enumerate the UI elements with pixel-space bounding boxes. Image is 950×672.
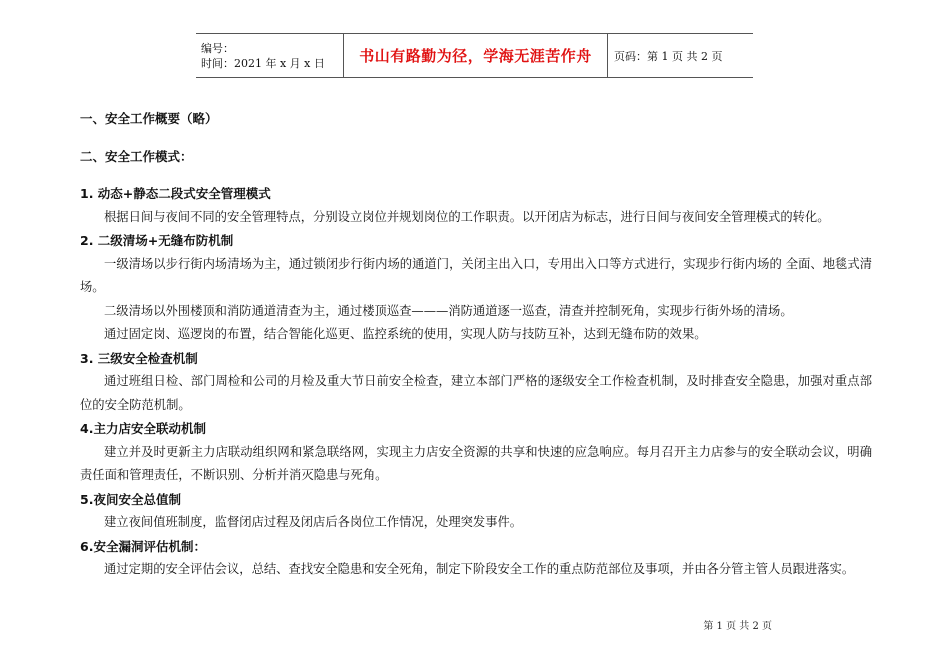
section-heading: 二、安全工作模式： xyxy=(80,148,193,164)
section-heading: 1. 动态+静态二段式安全管理模式 xyxy=(80,186,271,201)
document-body xyxy=(80,107,872,582)
header-motto: 书山有路勤为径，学海无涯苦作舟 xyxy=(359,47,592,65)
section-paragraph: 通过定期的安全评估会议，总结、查找安全隐患和安全死角，制定下阶段安全工作的重点防范部位及事项，并由各分管主管人员跟进落实。 xyxy=(104,562,855,576)
document-date: 时间：2021 年 x 月 x 日 xyxy=(201,56,325,70)
section-heading: 6.安全漏洞评估机制： xyxy=(80,538,206,554)
section-heading: 2. 二级清场+无缝布防机制 xyxy=(80,233,234,248)
section-paragraph: 建立并及时更新主力店联动组织网和紧急联络网，实现主力店安全资源的共享和快速的应急响应。每月召开主力店参与的安全联动会议，明确责任面和管理责任，不断识别、分析并消灭隐患与死角。 xyxy=(80,444,872,482)
header-page-info: 页码：第 1 页 共 2 页 xyxy=(608,34,754,78)
document-number-label: 编号： xyxy=(201,41,234,55)
section-paragraph: 建立夜间值班制度，监督闭店过程及闭店后各岗位工作情况，处理突发事件。 xyxy=(104,515,523,529)
section-paragraph: 二级清场以外围楼顶和消防通道清查为主，通过楼顶巡查———消防通道逐一巡查，清查并控制死角，实现步行街外场的清场。 xyxy=(104,303,793,318)
section-paragraph: 通过固定岗、巡逻岗的布置，结合智能化巡更、监控系统的使用，实现人防与技防互补，达到无缝布防的效果。 xyxy=(104,327,707,341)
section-heading: 5.夜间安全总值制 xyxy=(80,491,181,507)
page-footer: 第 1 页 共 2 页 xyxy=(703,621,772,632)
header-meta xyxy=(196,34,344,78)
section-paragraph: 根据日间与夜间不同的安全管理特点，分别设立岗位并规划岗位的工作职责。以开闭店为标志，进行日间与夜间安全管理模式的转化。 xyxy=(104,209,830,224)
section-heading: 一、安全工作概要（略） xyxy=(80,111,218,126)
section-heading: 4.主力店安全联动机制 xyxy=(80,421,206,436)
section-paragraph: 通过班组日检、部门周检和公司的月检及重大节日前安全检查，建立本部门严格的逐级安全工作检查机制，及时排查安全隐患，加强对重点部位的安全防范机制。 xyxy=(80,374,872,412)
header-motto-cell xyxy=(344,34,608,78)
section-paragraph: 一级清场以步行街内场清场为主，通过锁闭步行街内场的通道门，关闭主出入口，专用出入口等方式进行，实现步行街内场的 全面、地毯式清场。 xyxy=(80,256,872,294)
page-header xyxy=(196,33,753,78)
section-heading: 3. 三级安全检查机制 xyxy=(80,350,198,366)
